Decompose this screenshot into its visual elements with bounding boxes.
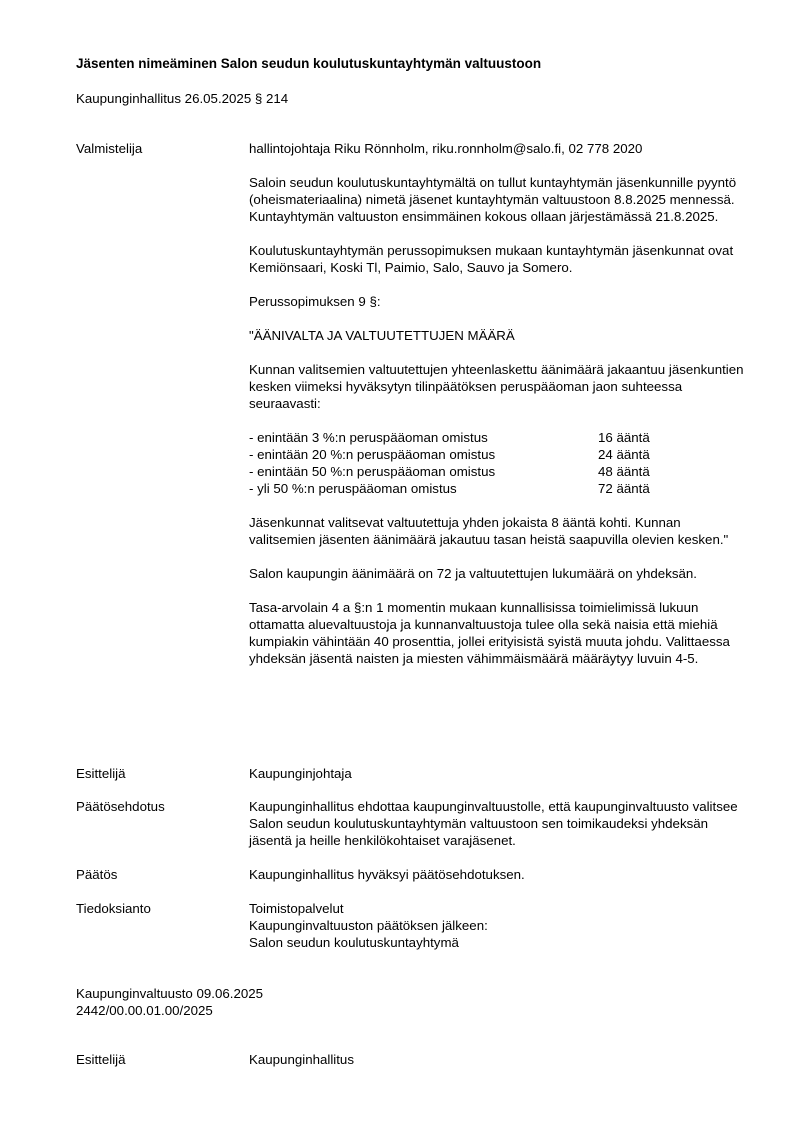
tiedoksianto-item: Salon seudun koulutuskuntayhtymä bbox=[249, 935, 459, 950]
share-cell: - enintään 3 %:n peruspääoman omistus bbox=[249, 430, 488, 445]
share-cell: - enintään 50 %:n peruspääoman omistus bbox=[249, 464, 496, 479]
paragraph-salo-votes: Salon kaupungin äänimäärä on 72 ja valtuutettujen lukumäärä on yhdeksän. bbox=[249, 566, 697, 581]
valmistelija-label: Valmistelija bbox=[76, 141, 143, 156]
esittelija-value-2: Kaupunginhallitus bbox=[249, 1052, 354, 1067]
vote-table bbox=[249, 429, 749, 497]
tiedoksianto-item: Toimistopalvelut bbox=[249, 901, 344, 916]
tiedoksianto-item: Kaupunginvaltuuston päätöksen jälkeen: bbox=[249, 918, 488, 933]
votes-cell: 48 ääntä bbox=[598, 464, 650, 479]
tiedoksianto-label: Tiedoksianto bbox=[76, 901, 151, 916]
valmistelija-section bbox=[249, 140, 749, 667]
table-row bbox=[249, 429, 749, 446]
preparer-text: hallintojohtaja Riku Rönnholm, riku.ronnholm@salo.fi, 02 778 2020 bbox=[249, 141, 643, 156]
esittelija-label: Esittelijä bbox=[76, 766, 126, 781]
share-cell: - enintään 20 %:n peruspääoman omistus bbox=[249, 447, 496, 462]
paragraph-vote-distribution: Kunnan valitsemien valtuutettujen yhteenlaskettu äänimäärä jakaantuu jäsenkuntien kesken viimeksi hyväksytyn tilinpäätöksen peruspääoman jaon suhteessa seuraavasti: bbox=[249, 362, 744, 411]
table-row bbox=[249, 480, 749, 497]
document-title: Jäsenten nimeäminen Salon seudun koulutuskuntayhtymän valtuustoon bbox=[76, 56, 542, 71]
table-row bbox=[249, 446, 749, 463]
votes-cell: 24 ääntä bbox=[598, 447, 650, 462]
paragraph-per-votes: Jäsenkunnat valitsevat valtuutettuja yhden jokaista 8 ääntä kohti. Kunnan valitsemien jäsenten äänimäärä jakautuu tasan heistä saapuvilla olevien kesken." bbox=[249, 515, 729, 547]
paragraph-equality-law: Tasa-arvolain 4 a §:n 1 momentin mukaan kunnallisissa toimielimissä lukuun ottamatta aluevaltuustoja ja kunnanvaltuustoja tulee olla sekä naisia että miehiä kumpiakin vähintään 40 prosenttia, jollei erityisistä syistä muuta johdu. Valittaessa yhdeksän jäsentä naisten ja miesten vähimmäismäärä määräytyy luvuin 4-5. bbox=[249, 600, 730, 666]
table-row bbox=[249, 463, 749, 480]
paragraph-members: Koulutuskuntayhtymän perussopimuksen mukaan kuntayhtymän jäsenkunnat ovat Kemiönsaari, Koski Tl, Paimio, Salo, Sauvo ja Somero. bbox=[249, 243, 734, 275]
council-meeting-line: Kaupunginvaltuusto 09.06.2025 bbox=[76, 986, 264, 1001]
esittelija-label-2: Esittelijä bbox=[76, 1052, 126, 1067]
paragraph-section-ref: Perussopimuksen 9 §: bbox=[249, 294, 381, 309]
paragraph-heading-quote: "ÄÄNIVALTA JA VALTUUTETTUJEN MÄÄRÄ bbox=[249, 328, 515, 343]
paatos-value: Kaupunginhallitus hyväksyi päätösehdotuksen. bbox=[249, 867, 525, 882]
paatosehdotus-label: Päätösehdotus bbox=[76, 799, 165, 814]
paragraph-request: Saloin seudun koulutuskuntayhtymältä on tullut kuntayhtymän jäsenkunnille pyyntö (oheismateriaalina) nimetä jäsenet kuntayhtymän valtuustoon 8.8.2025 mennessä. Kuntayhtymän valtuuston ensimmäinen kokous ollaan järjestämässä 21.8.2025. bbox=[249, 175, 737, 224]
paatosehdotus-value: Kaupunginhallitus ehdottaa kaupunginvaltuustolle, että kaupunginvaltuusto valitsee Salon seudun koulutuskuntayhtymän valtuustoon sen toimikaudeksi yhdeksän jäsentä ja heille henkilökohtaiset varajäsenet. bbox=[249, 799, 738, 848]
esittelija-value: Kaupunginjohtaja bbox=[249, 766, 352, 781]
meeting-line: Kaupunginhallitus 26.05.2025 § 214 bbox=[76, 91, 289, 106]
paatos-label: Päätös bbox=[76, 867, 118, 882]
votes-cell: 16 ääntä bbox=[598, 430, 650, 445]
share-cell: - yli 50 %:n peruspääoman omistus bbox=[249, 481, 457, 496]
votes-cell: 72 ääntä bbox=[598, 481, 650, 496]
tiedoksianto-list bbox=[249, 900, 749, 951]
record-number: 2442/00.00.01.00/2025 bbox=[76, 1003, 213, 1018]
